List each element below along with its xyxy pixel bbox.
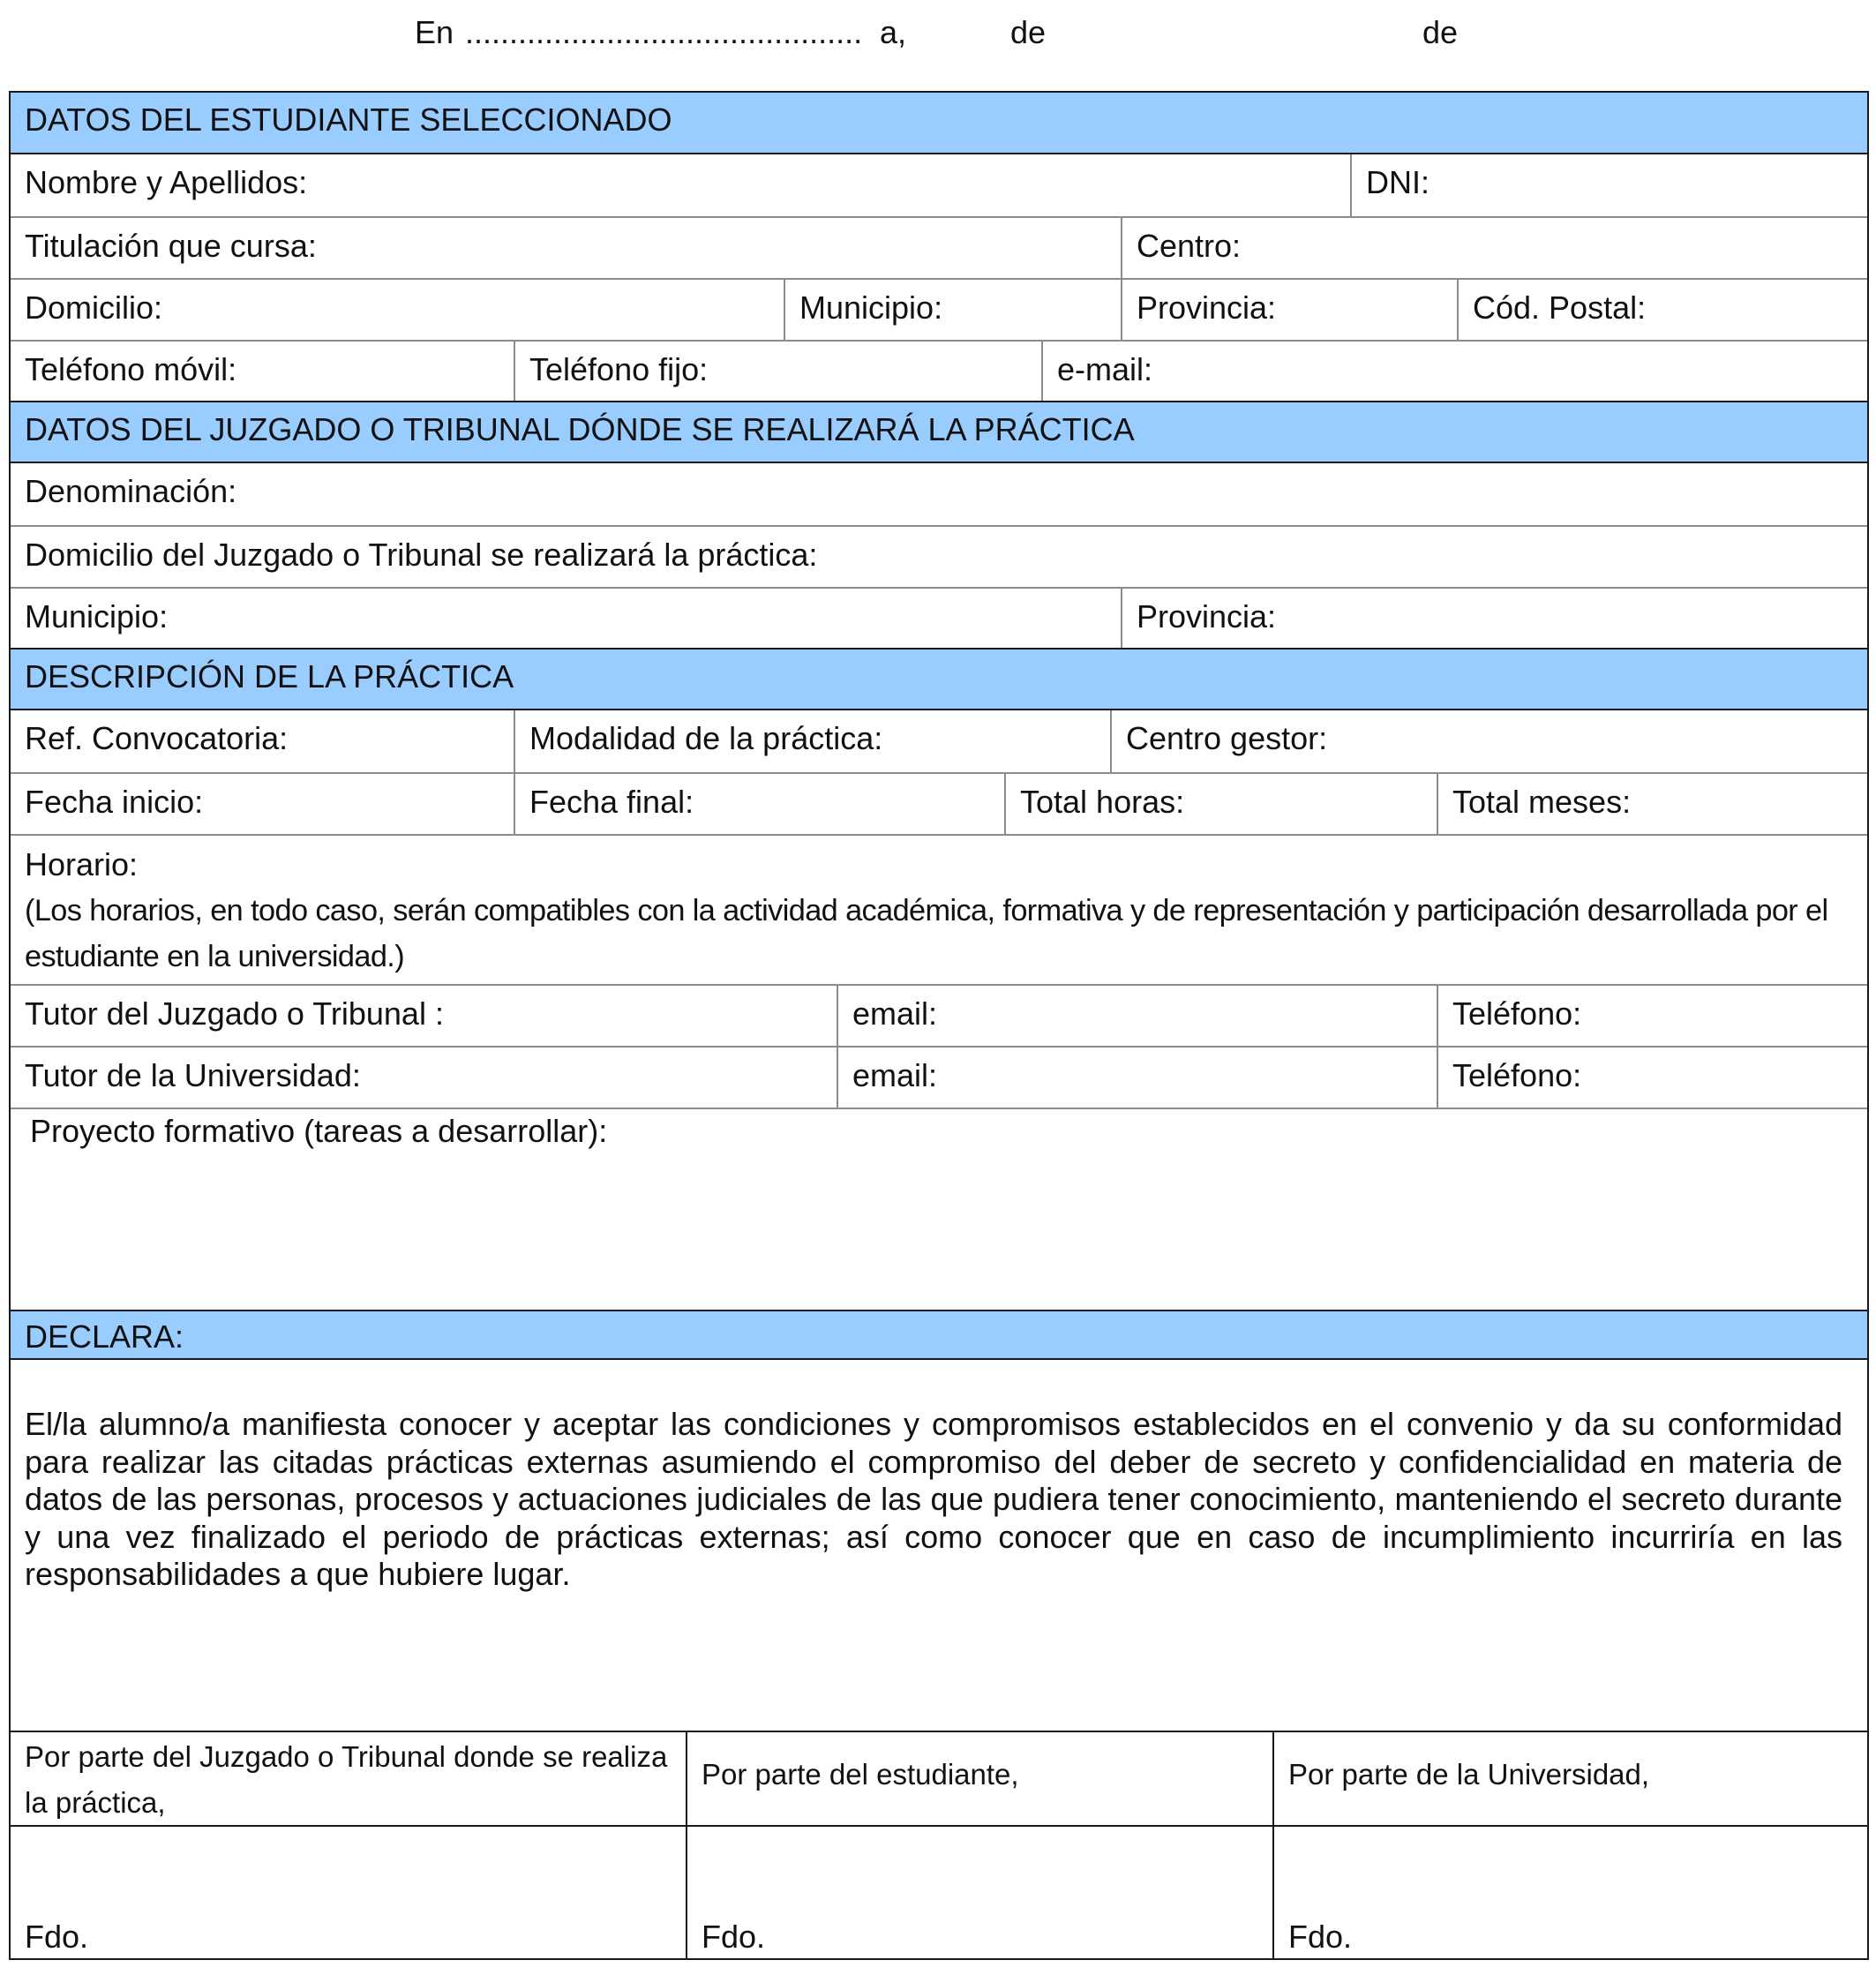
court-municipality-field[interactable]: Municipio: [11, 587, 1121, 649]
student-municipality-field[interactable]: Municipio: [784, 278, 1121, 340]
schedule-field[interactable] [11, 834, 1867, 984]
signature-court-fdo: Fdo. [25, 1919, 89, 1955]
student-degree-field[interactable]: Titulación que cursa: [11, 216, 1121, 278]
signature-university-label: Por parte de la Universidad, [1272, 1731, 1867, 1825]
managing-center-field[interactable]: Centro gestor: [1110, 710, 1867, 772]
student-province-field[interactable]: Provincia: [1121, 278, 1457, 340]
section-court-header: DATOS DEL JUZGADO O TRIBUNAL DÓNDE SE REALIZARÁ LA PRÁCTICA [11, 401, 1867, 463]
court-tutor-field[interactable]: Tutor del Juzgado o Tribunal : [11, 984, 837, 1046]
court-name-field[interactable]: Denominación: [25, 473, 237, 509]
student-landline-field[interactable]: Teléfono fijo: [514, 340, 1041, 402]
student-address-field[interactable]: Domicilio: [11, 278, 784, 340]
call-reference-field[interactable]: Ref. Convocatoria: [25, 720, 289, 756]
signature-court-label: Por parte del Juzgado o Tribunal donde se realiza la práctica, [11, 1731, 686, 1825]
signature-university-fdo: Fdo. [1288, 1919, 1353, 1955]
schedule-note: (Los horarios, en todo caso, serán compatibles con la actividad académica, formativa y de representación y participación desarrollada por el estudiante en la universidad.) [25, 894, 1828, 973]
university-tutor-field[interactable]: Tutor de la Universidad: [11, 1046, 837, 1108]
signature-university-box[interactable] [1272, 1825, 1867, 1958]
student-center-field[interactable]: Centro: [1121, 216, 1867, 278]
date-de-label-2: de [1422, 14, 1459, 50]
section-declare-header: DECLARA: [11, 1310, 1867, 1360]
practice-form [9, 91, 1869, 1960]
signature-student-label: Por parte del estudiante, [686, 1731, 1272, 1825]
date-de-label-1: de [1010, 14, 1047, 50]
section-practice-header: DESCRIPCIÓN DE LA PRÁCTICA [11, 648, 1867, 710]
section-student-header: DATOS DEL ESTUDIANTE SELECCIONADO [11, 93, 1867, 154]
total-months-field[interactable]: Total meses: [1437, 772, 1867, 834]
start-date-field[interactable]: Fecha inicio: [11, 772, 514, 834]
place-date-line [0, 7, 1876, 56]
university-tutor-phone-field[interactable]: Teléfono: [1437, 1046, 1867, 1108]
student-name-field[interactable]: Nombre y Apellidos: [25, 164, 308, 200]
end-date-field[interactable]: Fecha final: [514, 772, 1004, 834]
place-en-label: En [415, 14, 454, 50]
schedule-label: Horario: [25, 846, 139, 882]
declaration-text: El/la alumno/a manifiesta conocer y aceptar las condiciones y compromisos establecidos en el convenio y da su conformidad para realizar las citadas prácticas externas asumiendo el compromiso del deber de secreto y confidencialidad en materia de datos de las personas, procesos y actuaciones judiciales de las que pudiera tener conocimiento, manteniendo el secreto durante y una vez finalizado el periodo de prácticas externas; así como conocer que en caso de incumplimiento incurriría en las responsabilidades a que hubiere lugar. [25, 1406, 1842, 1592]
student-mobile-phone-field[interactable]: Teléfono móvil: [11, 340, 514, 402]
court-tutor-phone-field[interactable]: Teléfono: [1437, 984, 1867, 1046]
practice-modality-field[interactable]: Modalidad de la práctica: [514, 710, 1110, 772]
place-a-label: a, [880, 14, 907, 50]
student-dni-field[interactable]: DNI: [1350, 154, 1867, 216]
signature-court-box[interactable] [11, 1825, 686, 1958]
court-province-field[interactable]: Provincia: [1121, 587, 1867, 649]
signature-student-box[interactable] [686, 1825, 1272, 1958]
training-project-field[interactable]: Proyecto formativo (tareas a desarrollar): [11, 1108, 1867, 1310]
court-address-field[interactable]: Domicilio del Juzgado o Tribunal se realizará la práctica: [11, 525, 1867, 587]
university-tutor-email-field[interactable]: email: [837, 1046, 1437, 1108]
student-email-field[interactable]: e-mail: [1041, 340, 1867, 402]
court-tutor-email-field[interactable]: email: [837, 984, 1437, 1046]
total-hours-field[interactable]: Total horas: [1004, 772, 1437, 834]
student-postal-code-field[interactable]: Cód. Postal: [1457, 278, 1867, 340]
place-dots: ............................................. [465, 14, 863, 50]
signature-student-fdo: Fdo. [702, 1919, 766, 1955]
